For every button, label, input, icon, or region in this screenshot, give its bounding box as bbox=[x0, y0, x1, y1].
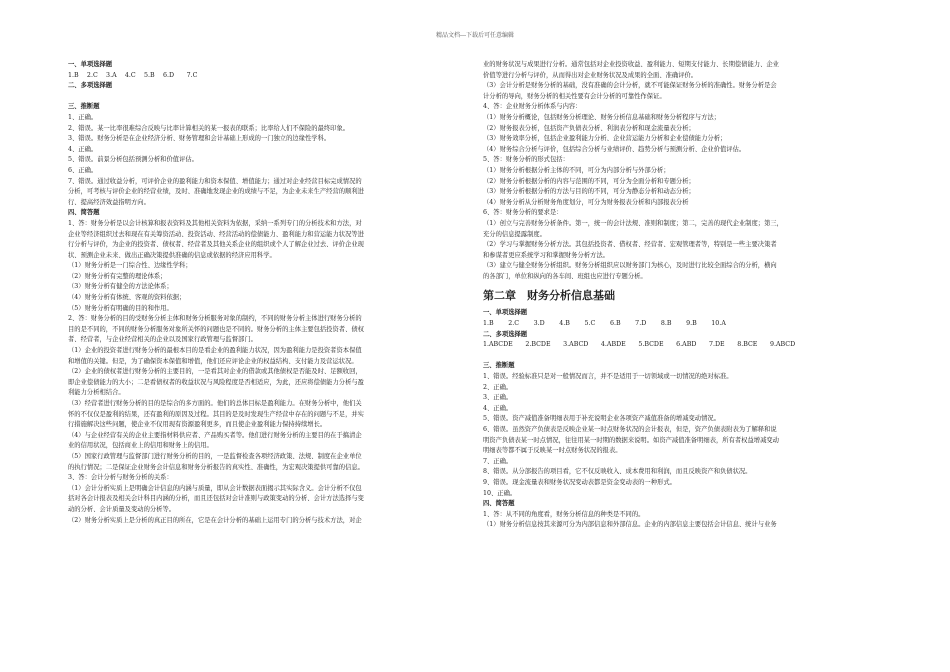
section-heading: 二、多项选择题 bbox=[68, 82, 113, 90]
text-line: 利能力分析相结合。 bbox=[68, 389, 125, 397]
text-line: 4、正确。 bbox=[68, 145, 98, 153]
text-line: 1、错误。经验标准只是对一般情况而言，并不是适用于一切领域或一切情况的绝对标准。 bbox=[483, 373, 733, 381]
text-line: （5）国家行政管理与监督部门进行财务分析的目的，一是监督检查各项经济政策、法规、制度在企业单位 bbox=[68, 452, 362, 460]
text-line: 4、正确。 bbox=[483, 404, 513, 412]
text-line: （5）财务分析有明确的目的和作用。 bbox=[68, 304, 173, 312]
text-line: （3）财务分析根据分析的方法与目的的不同，可分为静态分析和动态分析； bbox=[483, 188, 695, 196]
text-line: 充分的信息提露制度。 bbox=[483, 230, 546, 238]
right-column-part-b bbox=[483, 308, 883, 530]
text-line: （3）会计分析是财务分析的基础，没有准确的会计分析，就不可能保证财务分析的准确性。财务分析是会 bbox=[483, 82, 777, 90]
text-line bbox=[68, 92, 478, 103]
text-line: （2）企业的债权者进行财务分析的主要目的，一是看其对企业的借款或其他债权是否能及时、足额收回， bbox=[68, 368, 362, 376]
text-line: 和参谋者更应系统学习和掌握财务分析方法。 bbox=[483, 251, 609, 259]
text-line: 2、答：财务分析的目的受财务分析主体和财务分析服务对象的制约，不同的财务分析主体进行财务分析的 bbox=[68, 315, 362, 323]
text-line: （1）财务分析信息按其来源可分为内部信息和外部信息。企业的内部信息主要包括会计信息、统计与业务 bbox=[483, 521, 777, 529]
section-heading: 一、单项选择题 bbox=[68, 61, 113, 68]
text-line: 1、答：从不同的角度看，财务分析信息的种类是不同的。 bbox=[483, 510, 645, 518]
text-line: 4、答：企业财务分析体系与内容： bbox=[483, 103, 582, 111]
text-line: 5、错误。前景分析包括预测分析和价值评估。 bbox=[68, 156, 198, 164]
text-line: 的各部门，单位和纵向的各车间、班组也应进行专题分析。 bbox=[483, 272, 647, 280]
text-line: 5、答：财务分析的形式包括： bbox=[483, 156, 569, 164]
text-line: 明资产负债表某一时点情况，往往用某一时期的数据来说明。如资产减值准备明细表，所有者权益增减变动 bbox=[483, 436, 779, 444]
text-line: 价值等进行分析与评价，从而得出对企业财务状况及成果的全面、准确评价。 bbox=[483, 71, 698, 79]
section-heading: 四、简答题 bbox=[68, 209, 100, 217]
text-line: 6、错误。虽然资产负债表是反映企业某一时点财务状况的会计报表，但是，资产负债表附表为了解释和说 bbox=[483, 426, 777, 433]
text-line: 分析，可考核与评价企业的经营业绩，及时、准确地发现企业的成绩与不足，为企业未来生产经营的顺利进 bbox=[68, 188, 364, 196]
section-heading: 四、简答题 bbox=[483, 500, 515, 508]
text-line: （2）财务分析有完整的理论体系； bbox=[68, 272, 167, 280]
text-line: 行措施解决这些问题，使企业不仅用现有资源盈利更多，而且使企业盈利能力保持持续增长。 bbox=[68, 421, 327, 429]
text-line: 10、正确。 bbox=[483, 489, 517, 497]
text-line: 业的信用状况，包括商业上的信用和财务上的信用。 bbox=[68, 442, 213, 450]
text-line: （3）财务效率分析，包括企业盈利能力分析、企业营运能力分析和企业偿债能力分析； bbox=[483, 135, 727, 143]
left-column bbox=[68, 60, 478, 526]
page-header: 精品文档---下载后可任意编辑 bbox=[435, 32, 515, 39]
text-line: 1.ABCDE 2.BCDE 3.ABCD 4.ABDE 5.BCDE 6.ABD 7.DE 8.BCE 9.ABCD bbox=[483, 341, 796, 349]
text-line: （3）经营者进行财务分析的目的是综合的多方面的。他们的总体目标是盈利能力。在财务分析中，他们关 bbox=[68, 400, 362, 407]
text-line: 怀的不仅仅是盈利的结果，还有盈利的原因及过程。其目的是及时发现生产经营中存在的问题与不足，并实 bbox=[68, 410, 364, 418]
text-line: 即企业偿债能力的大小；二是看债权者的收益状况与风险程度是否相适应，为此，还应将偿债能力分析与盈 bbox=[68, 378, 364, 386]
text-line: （4）财务综合分析与评价，包括综合分析与业绩评价、趋势分析与预测分析、企业价值评估。 bbox=[483, 145, 746, 153]
text-line: （1）财务分析概论，包括财务分析理论、财务分析信息基础和财务分析程序与方法； bbox=[483, 113, 720, 121]
text-line: （1）财务分析是一门综合性、边缘性学科； bbox=[68, 262, 192, 270]
text-line: （4）财务分析有体统、客观的资料依据； bbox=[68, 294, 186, 302]
text-line: 1、正确。 bbox=[68, 113, 98, 121]
text-line: 7、错误。通过收益分析，可评价企业的盈利能力和资本保值、增值能力；通过对企业经营目标完成情况的 bbox=[68, 177, 362, 185]
text-line: 1、答：财务分析是以会计核算和报表资料及其他相关资料为依据，采纳一系列专门的分析技术和方法，对 bbox=[68, 219, 362, 227]
right-column bbox=[483, 60, 883, 531]
text-line: 2、错误。某一比率很难综合反映与比率计算相关的某一报表的联系；比率给人们不保险的最终印象。 bbox=[68, 124, 350, 132]
text-line: （1）企业的投资者进行财务分析的最根本目的是看企业的盈利能力状况，因为盈利能力是投资者资本保值 bbox=[68, 347, 362, 355]
text-line: 的执行情况；二是保证企业财务会计信息和财务分析报告的真实性、准确性，为宏观决策提供可靠的信息。 bbox=[68, 463, 364, 471]
text-line: 2、正确。 bbox=[483, 383, 513, 391]
chapter-title: 第二章 财务分析信息基础 bbox=[483, 289, 615, 303]
text-line: 目的是不同的，不同的财务分析服务对象所关怀的问题也是不同的。财务分析的主体主要包括投资者、债权 bbox=[68, 325, 364, 333]
section-heading: 三、推断题 bbox=[68, 103, 100, 111]
section-heading: 二、多项选择题 bbox=[483, 330, 528, 338]
right-column-part-a bbox=[483, 60, 883, 282]
text-line: （1）创立与完善财务分析条件。第一，统一的会计法规、准则和制度；第二，完善的现代企业制度；第三， bbox=[483, 219, 783, 227]
text-line: 6、正确。 bbox=[68, 166, 98, 174]
text-line: （2）财务分析根据分析的内容与范围的不同，可分为全面分析和专题分析； bbox=[483, 177, 695, 185]
section-heading: 三、推断题 bbox=[483, 362, 515, 370]
text-line: 3、正确。 bbox=[483, 394, 513, 402]
text-line: 行分析与评价，为企业的投资者、债权者、经营者及其他关系企业的组织或个人了解企业过去、评价企业现 bbox=[68, 241, 364, 249]
text-line: （2）财务分析实质上是分析的真正目的所在，它是在会计分析的基础上运用专门的分析与技术方法，对企 bbox=[68, 516, 362, 524]
text-line: 企业等经济组织过去和现在有关筹资活动、投资活动、经营活动的偿债能力、盈利能力和营运能力状况等进 bbox=[68, 230, 364, 238]
text-line bbox=[483, 351, 883, 362]
text-line: 行、提高经济效益指明方向。 bbox=[68, 198, 150, 206]
text-line: 和增值的关键。但是，为了确保资本保值和增值，他们还应评论企业的权益结构、支付能力及营运状况。 bbox=[68, 357, 358, 365]
text-line: 明细表等都不属于反映某一时点财务状况的报表。 bbox=[483, 447, 622, 455]
text-line: （1）财务分析根据分析主体的不同，可分为内部分析与外部分析； bbox=[483, 166, 670, 174]
text-line: 3、错误。财务分析是在企业经济分析、财务管理和会计基础上形成的一门独立的边缘性学科。 bbox=[68, 135, 331, 143]
text-line: （4）与企业经营有关的企业主要指材料供应者、产品购买者等。他们进行财务分析的主要目的在于搞清企 bbox=[68, 431, 362, 439]
text-line: 7、正确。 bbox=[483, 457, 513, 465]
text-line: 1.B 2.C 3.D 4.B 5.C 6.B 7.D 8.B 9.B 10.A bbox=[483, 320, 726, 328]
section-heading: 一、单项选择题 bbox=[483, 309, 528, 317]
text-line: （3）财务分析有健全的方法论体系； bbox=[68, 283, 173, 291]
text-line: （2）学习与掌握财务分析方法。其包括投资者、借权者、经营者、宏观管理者等，特别是一些主要决策者 bbox=[483, 241, 777, 249]
text-line: 5、错误。资产减值准备明细表用于补充说明企业各项资产减值准备的增减变动情况。 bbox=[483, 415, 720, 423]
text-line: 括对各会计报表及相关会计科目内涵的分析，而且还包括对会计准则与政策变动的分析、会计方法选择与变 bbox=[68, 495, 364, 503]
text-line: 1.B 2.C 3.A 4.C 5.B 6.D 7.C bbox=[68, 71, 198, 79]
text-line: 者、经营者，与企业经营相关的企业以及国家行政管理与监督部门。 bbox=[68, 336, 257, 344]
text-line: （4）财务分析从分析财务角度划分，可分为财务报表分析和内部报表分析 bbox=[483, 198, 689, 206]
text-line: 6、答：财务分析的要求是： bbox=[483, 209, 563, 217]
text-line: 动的分析、会计质量及变动的分析等。 bbox=[68, 505, 176, 513]
text-line: 计分析的导向，财务分析的相关性要有会计分析的可靠性作保证。 bbox=[483, 92, 666, 100]
text-line: 3、答：会计分析与财务分析的关系： bbox=[68, 474, 173, 482]
text-line: （3）建立与健全财务分析组织。财务分析组织应以财务部门为核心，及时进行比较全面综合的分析，横向 bbox=[483, 262, 777, 270]
text-line: 状、预测企业未来、做出正确决策提供准确的信息或依据的经济应用科学。 bbox=[68, 251, 276, 259]
text-line: （1）会计分析实质上是明确会计信息的内涵与质量，即从会计数据表面揭示其实际含义。会计分析不仅包 bbox=[68, 484, 362, 492]
text-line: 业的财务状况与成果进行分析。通常包括对企业投资收益、盈利能力、短期支付能力、长期偿债能力、企业 bbox=[483, 61, 779, 68]
text-line: （2）财务报表分析，包括资产负债表分析、利润表分析和现金流量表分析； bbox=[483, 124, 695, 132]
text-line: 9、错误。现金流量表和财务状况变动表都是资金变动表的一种形式。 bbox=[483, 478, 676, 486]
text-line: 8、错误。从分部报告的项目看，它不仅反映收入、成本费用和利润，而且反映资产和负债状况。 bbox=[483, 468, 752, 476]
